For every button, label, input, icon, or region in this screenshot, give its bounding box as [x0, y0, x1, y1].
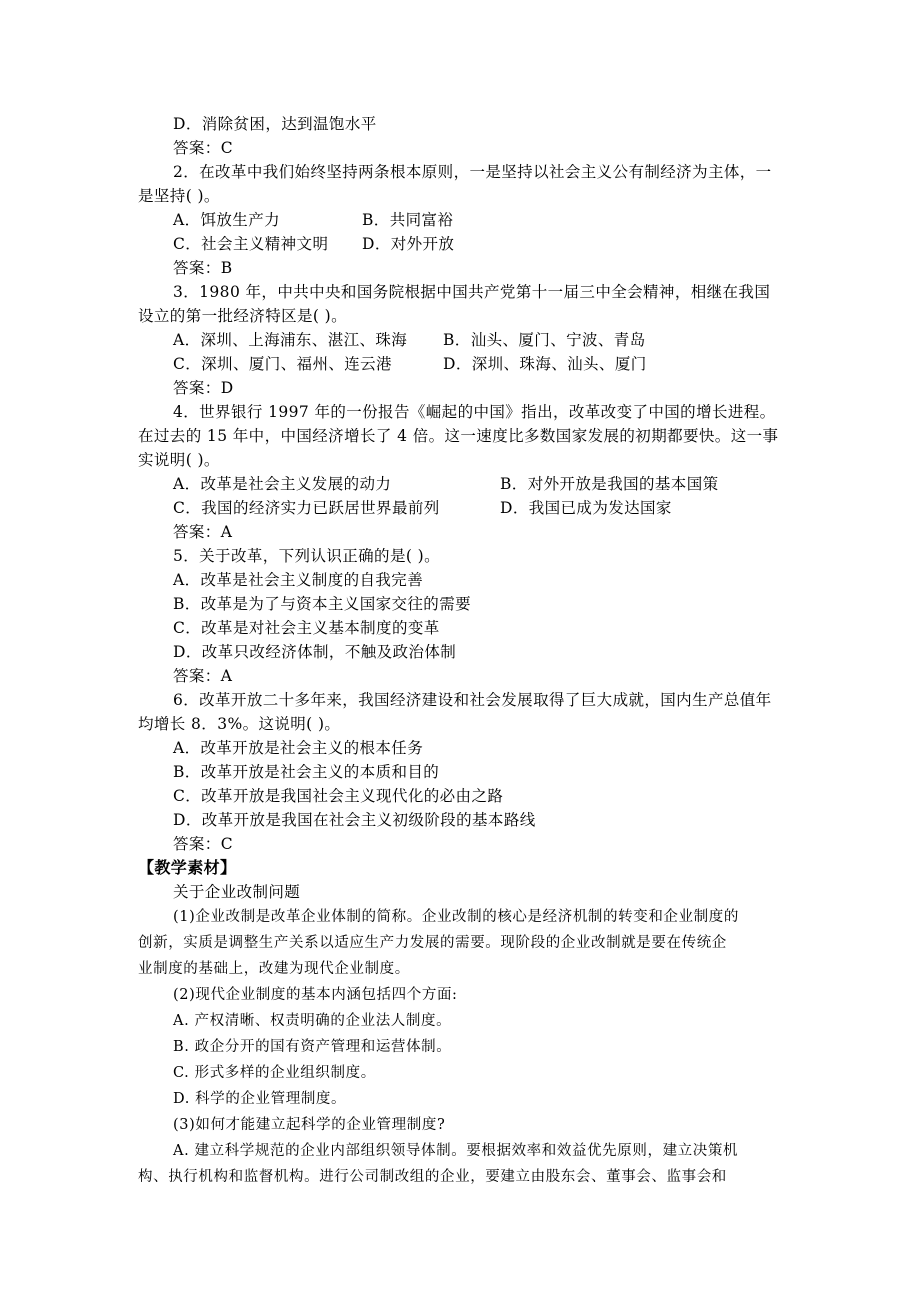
q3-stem-line2: 设立的第一批经济特区是( )。 [138, 307, 348, 325]
q3-answer: 答案：D [173, 379, 234, 397]
q4-stem-line1: 4．世界银行 1997 年的一份报告《崛起的中国》指出，改革改变了中国的增长进程。 [173, 403, 776, 421]
material-p1-line3: 业制度的基础上，改建为现代企业制度。 [138, 961, 410, 977]
q4-option-b: B．对外开放是我国的基本国策 [500, 475, 719, 493]
material-topic: 关于企业改制问题 [173, 883, 301, 901]
q5-stem-line1: 5．关于改革，下列认识正确的是( )。 [173, 547, 440, 565]
q2-option-a: A．饵放生产力 [173, 211, 280, 229]
material-p1-line2: 创新，实质是调整生产关系以适应生产力发展的需要。现阶段的企业改制就是要在传统企 [138, 935, 727, 951]
q5-option-c: C．改革是对社会主义基本制度的变革 [173, 619, 440, 637]
q5-option-a: A．改革是社会主义制度的自我完善 [173, 571, 424, 589]
q4-option-a: A．改革是社会主义发展的动力 [173, 475, 392, 493]
q6-option-d: D．改革开放是我国在社会主义初级阶段的基本路线 [173, 811, 536, 829]
q3-stem-line1: 3．1980 年，中共中央和国务院根据中国共产党第十一届三中全会精神，相继在我国 [173, 283, 771, 301]
q6-option-b: B．改革开放是社会主义的本质和目的 [173, 763, 440, 781]
material-p3-a-line2: 构、执行机构和监督机构。进行公司制改组的企业，要建立由股东会、董事会、监事会和 [138, 1169, 727, 1185]
material-p3-intro: (3)如何才能建立起科学的企业管理制度? [173, 1117, 446, 1133]
q4-option-c: C．我国的经济实力已跃居世界最前列 [173, 499, 440, 517]
q4-stem-line2: 在过去的 15 年中，中国经济增长了 4 倍。这一速度比多数国家发展的初期都要快。这一事 [138, 427, 779, 445]
material-p2-a: A. 产权清晰、权责明确的企业法人制度。 [173, 1013, 452, 1029]
q6-stem-line2: 均增长 8．3%。这说明( )。 [138, 715, 341, 733]
material-p2-c: C. 形式多样的企业组织制度。 [173, 1065, 376, 1081]
q3-option-a: A．深圳、上海浦东、湛江、珠海 [173, 331, 408, 349]
q6-option-c: C．改革开放是我国社会主义现代化的必由之路 [173, 787, 504, 805]
q2-option-b: B．共同富裕 [362, 211, 454, 229]
material-p2-d: D. 科学的企业管理制度。 [173, 1091, 347, 1107]
q3-option-b: B．汕头、厦门、宁波、青岛 [443, 331, 646, 349]
q3-option-c: C．深圳、厦门、福州、连云港 [173, 355, 392, 373]
material-p2-b: B. 政企分开的国有资产管理和运营体制。 [173, 1039, 452, 1055]
material-p2-intro: (2)现代企业制度的基本内涵包括四个方面: [173, 987, 458, 1003]
q4-option-d: D．我国已成为发达国家 [500, 499, 672, 517]
q6-option-a: A．改革开放是社会主义的根本任务 [173, 739, 424, 757]
q1-option-d: D．消除贫困，达到温饱水平 [173, 115, 377, 133]
q4-stem-line3: 实说明( )。 [138, 451, 220, 469]
q4-answer: 答案：A [173, 523, 233, 541]
q3-option-d: D．深圳、珠海、汕头、厦门 [443, 355, 647, 373]
q5-answer: 答案：A [173, 667, 233, 685]
material-p3-a-line1: A. 建立科学规范的企业内部组织领导体制。要根据效率和效益优先原则，建立决策机 [173, 1143, 739, 1159]
q5-option-d: D．改革只改经济体制，不触及政治体制 [173, 643, 457, 661]
q1-answer: 答案：C [173, 139, 233, 157]
q2-stem-line2: 是坚持( )。 [138, 187, 220, 205]
q6-stem-line1: 6．改革开放二十多年来，我国经济建设和社会发展取得了巨大成就，国内生产总值年 [173, 691, 772, 709]
section-heading: 【教学素材】 [138, 858, 237, 877]
material-p1-line1: (1)企业改制是改革企业体制的简称。企业改制的核心是经济机制的转变和企业制度的 [173, 909, 739, 925]
q2-option-d: D．对外开放 [362, 235, 455, 253]
q2-stem-line1: 2．在改革中我们始终坚持两条根本原则，一是坚持以社会主义公有制经济为主体，一 [173, 163, 772, 181]
q5-option-b: B．改革是为了与资本主义国家交往的需要 [173, 595, 471, 613]
q6-answer: 答案：C [173, 835, 233, 853]
q2-option-c: C．社会主义精神文明 [173, 235, 329, 253]
q2-answer: 答案：B [173, 259, 233, 277]
